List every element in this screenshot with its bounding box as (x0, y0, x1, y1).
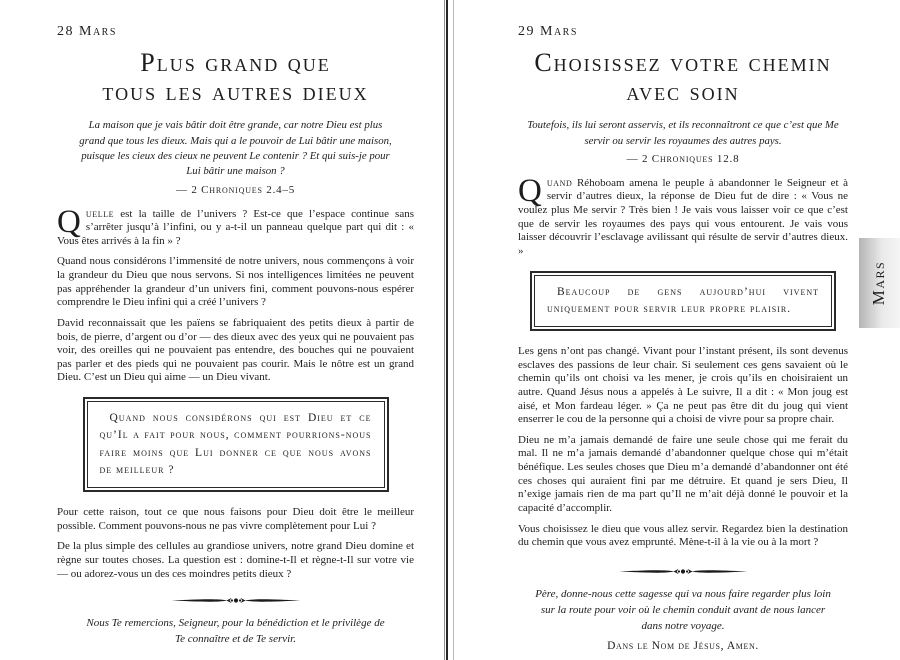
page-title (518, 49, 848, 106)
body-paragraph-opening (57, 203, 414, 249)
gutter-line (453, 0, 455, 660)
opening-text: est la taille de l’univers ? Est-ce que l’espace continue sans s’arrêter jusqu’à l’infini, ou y a-t-il un panneau quelque part qui dit : « Vous êtes arrivés à la fin » ? (57, 207, 414, 247)
month-tab (859, 238, 900, 328)
dropcap-letter: Q (57, 203, 81, 240)
lead-small-caps: uand (546, 176, 573, 189)
scripture-citation: — 2 Chroniques 2.4–5 (175, 183, 296, 196)
date-header: 28 Mars (57, 24, 117, 39)
scripture-epigraph: Toutefois, ils lui seront asservis, et ils reconnaîtront ce que c’est que Me servir ou servir les royaumes des autres pays. (527, 119, 839, 147)
page-left (0, 0, 448, 660)
page-title-line2: tous les autres dieux (102, 76, 369, 106)
callout-box (530, 271, 836, 332)
page-title (57, 49, 414, 106)
body-paragraph: Vous choisissez le dieu que vous allez servir. Regardez bien la destination du chemin que vous avez emprunté. Mène-t-il à la vie ou à la mort ? (518, 522, 848, 549)
body-paragraph: David reconnaissait que les païens se fabriquaient des petits dieux à partir de bois, de pierre, d’argent ou d’or — des dieux avec des yeux qui ne pouvaient pas voir, des oreilles qui ne pouvaient pas entendre, des bouches qui ne pouvaient pas parler et des pieds qui ne pouvaient pas courir. Mais le nôtre est un grand Dieu. C’est un Dieu qui aime — un Dieu vivant. (57, 316, 414, 384)
gutter-line (446, 0, 449, 660)
callout-text: Quand nous considérons qui est Dieu et ce qu’Il a fait pour nous, comment pourrions-nous faire moins que Lui donner ce que nous avons de meilleur ? (87, 401, 385, 488)
body-paragraph: Pour cette raison, tout ce que nous faisons pour Dieu doit être le meilleur possible. Comment pouvons-nous ne pas vivre complètement pour Lui ? (57, 506, 414, 532)
closing-prayer: Nous Te remercions, Seigneur, pour la bénédiction et le privilège de Te connaître et de Te servir. (86, 617, 385, 646)
callout-box (83, 397, 389, 492)
lead-small-caps: uelle (85, 207, 115, 220)
scripture-epigraph: La maison que je vais bâtir doit être grande, car notre Dieu est plus grand que tous les dieux. Mais qui a le pouvoir de Lui bâtir une maison, puisque les cieux des cieux ne peuvent Le contenir ? Et qui suis-je pour Lui bâtir une maison ? (79, 119, 392, 178)
scripture-citation: — 2 Chroniques 12.8 (626, 152, 740, 165)
opening-text: Réhoboam amena le peuple à abandonner le Seigneur et à servir d’autres dieux, la réponse de Dieu fut de dire : « Vous ne voulez plus Me servir ? Très bien ! Je vais vous laisser voir ce que c’est que de servir les royaumes des pays qui vous entourent. Je vais vous laisser découvrir l’esclavage avilissant qui résulte de servir d’autres dieux. » (518, 176, 848, 257)
date-header: 29 Mars (518, 24, 578, 39)
page-right (455, 0, 900, 660)
section-divider-icon (171, 595, 301, 606)
page-title-line1: Choisissez votre chemin (534, 48, 832, 77)
amen-line: Dans le Nom de Jésus, Amen. (607, 639, 759, 652)
page-title-line2: avec soin (626, 76, 740, 106)
body-paragraph: Dieu ne m’a jamais demandé de faire une seule chose qui me ferait du mal. Il ne m’a jamais demandé d’abandonner quelque chose qui m’était bénéfique. Les seules choses que Dieu m’a demandé d’abandonner ont été ces choses qui auraient fini par me détruire. Et quand je sers Dieu, Il n’exige jamais rien de ma part qu’Il ne m’ait déjà donné le pouvoir et la capacité d’accomplir. (518, 433, 848, 514)
body-paragraph-opening (518, 172, 848, 259)
dropcap-letter: Q (518, 172, 542, 209)
page-title-line1: Plus grand que (140, 48, 331, 77)
closing-prayer: Père, donne-nous cette sagesse qui va nous faire regarder plus loin sur la route pour voir où le chemin conduit avant de nous lancer dans notre voyage. (535, 587, 831, 632)
section-divider-icon (618, 566, 748, 577)
month-tab-label: Mars (869, 260, 889, 306)
body-paragraph: De la plus simple des cellules au grandiose univers, notre grand Dieu domine et règne sur toutes choses. La question est : domine-t-Il et règne-t-Il sur votre vie — ou adorez-vous un des ces moindres petits dieux ? (57, 540, 414, 580)
body-paragraph: Quand nous considérons l’immensité de notre univers, nous commençons à voir la grandeur du Dieu que nous servons. Si nos intelligences limitées ne peuvent pas appréhender la grandeur d’un univers fini, comment pouvons-nous espérer comprendre le Dieu infini qui a créé l’univers ? (57, 255, 414, 309)
body-paragraph: Les gens n’ont pas changé. Vivant pour l’instant présent, ils sont devenus esclaves des passions de leur chair. Si seulement ces gens savaient où le chemin qu’ils ont choisi va les mener, je crois qu’ils en choisiraient un autre. Quand Jésus nous a appelés à Le suivre, Il a dit : « Mon joug est aisé, et Mon fardeau léger. » Ça ne peut pas être dit du joug qui vient enserrer le cou de la personne qui a choisi de vivre pour sa propre chair. (518, 345, 848, 426)
callout-text: Beaucoup de gens aujourd’hui vivent uniquement pour servir leur propre plaisir. (534, 275, 832, 328)
